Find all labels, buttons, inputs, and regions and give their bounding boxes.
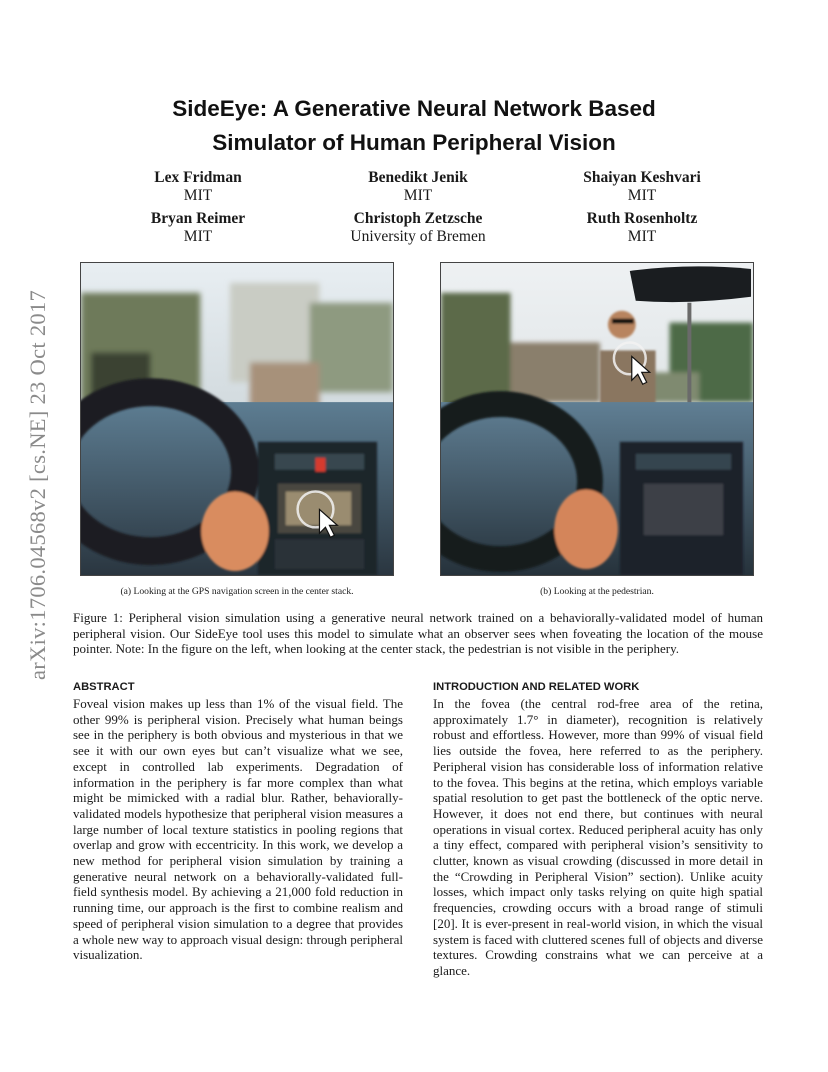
author-affiliation: University of Bremen [350, 228, 486, 245]
author-affiliation: MIT [183, 187, 213, 204]
author-block [308, 210, 528, 246]
author-name: Shaiyan Keshvari [583, 169, 701, 186]
figure-image-pedestrian [440, 262, 754, 576]
author-name: Christoph Zetzsche [353, 210, 483, 227]
subcaption-a: (a) Looking at the GPS navigation screen in the center stack. [120, 586, 354, 597]
figure-image-gps [80, 262, 394, 576]
author-affiliation: MIT [183, 228, 213, 245]
title-line-2: Simulator of Human Peripheral Vision [212, 130, 616, 155]
author-affiliation: MIT [627, 187, 657, 204]
paper-title [100, 92, 728, 160]
figure-caption: Figure 1: Peripheral vision simulation using a generative neural network trained on a behaviorally-validated model of human peripheral vision. Our SideEye tool uses this model to simulate what an observer sees when foveating the location of the mouse pointer. Note: In the figure on the left, when looking at the center stack, the pedestrian is not visible in the periphery. [73, 610, 763, 657]
introduction-body: In the fovea (the central rod-free area of the retina, approximately 1.7° in diameter), recognition is relatively robust and effortless. However, more than 99% of visual field lies outside the fovea, here referred to as the periphery. Peripheral vision has considerable loss of information relative to the fovea. This begins at the retina, which employs variable spatial resolution to get past the bottleneck of the optic nerve. However, it does not end there, but continues with neural operations in visual cortex. Reduced peripheral acuity has only a tiny effect, compared with peripheral vision’s sensitivity to clutter, known as visual crowding (discussed in more detail in the “Crowding in Peripheral Vision” section). Unlike acuity losses, which impact only tasks relying on quite high spatial frequencies, crowding occurs with a broad range of stimuli [20]. It is ever-present in real-world vision, in which the visual system is faced with cluttered scenes full of objects and diverse textures. Crowding constrains what we can perceive at a glance. [433, 696, 763, 978]
author-block [88, 210, 308, 246]
author-name: Ruth Rosenholtz [586, 210, 698, 227]
subcaption-b: (b) Looking at the pedestrian. [540, 586, 654, 597]
author-name: Lex Fridman [154, 169, 242, 186]
introduction-heading: INTRODUCTION AND RELATED WORK [433, 681, 640, 693]
abstract-heading: ABSTRACT [73, 681, 135, 693]
author-block [308, 169, 528, 205]
author-block [532, 169, 752, 205]
author-block [532, 210, 752, 246]
abstract-body: Foveal vision makes up less than 1% of the visual field. The other 99% is peripheral vision. Precisely what human beings see in the periphery is both obvious and mysterious in that we see it with our own eyes but can’t visualize what we see, except in controlled lab experiments. Degradation of information in the periphery is far more complex than what might be mimicked with a radial blur. Rather, behaviorally-validated models hypothesize that peripheral vision measures a large number of local texture statistics in pooling regions that overlap and grow with eccentricity. In this work, we develop a new method for peripheral vision simulation by training a generative neural network on a behaviorally-validated full-field synthesis model. By achieving a 21,000 fold reduction in running time, our approach is the first to combine realism and speed of peripheral vision simulation to a degree that provides a whole new way to approach visual design: through peripheral visualization. [73, 696, 403, 963]
title-line-1: SideEye: A Generative Neural Network Based [172, 96, 656, 121]
author-block [88, 169, 308, 205]
author-affiliation: MIT [627, 228, 657, 245]
author-affiliation: MIT [403, 187, 433, 204]
author-name: Benedikt Jenik [368, 169, 468, 186]
arxiv-identifier-stamp [18, 290, 58, 680]
arxiv-identifier-text: arXiv:1706.04568v2 [cs.NE] 23 Oct 2017 [25, 289, 50, 681]
author-name: Bryan Reimer [150, 210, 246, 227]
